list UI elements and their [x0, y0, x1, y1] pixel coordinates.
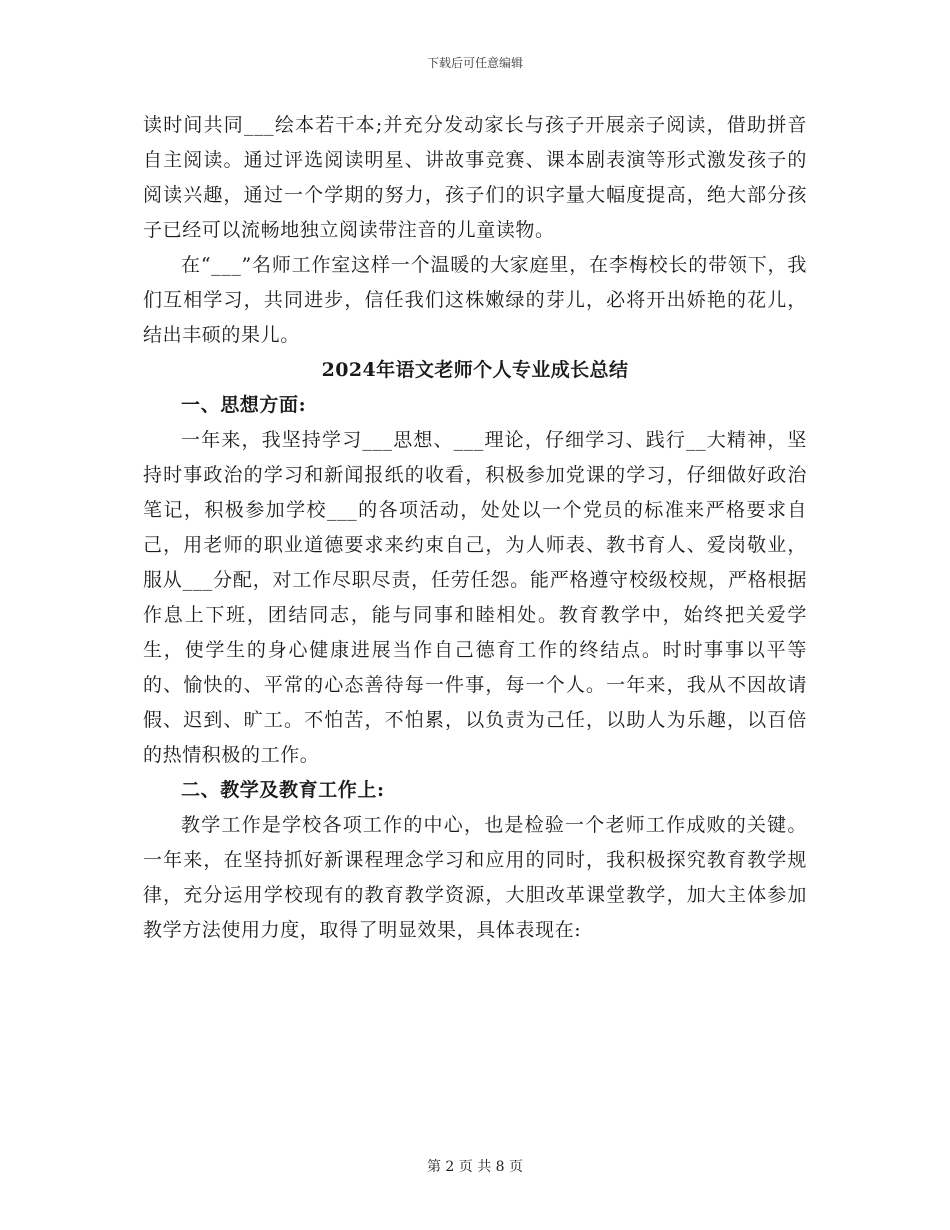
paragraph-continued: 读时间共同___绘本若干本;并充分发动家长与孩子开展亲子阅读，借助拼音自主阅读。通过评选阅读明星、讲故事竞赛、课本剧表演等形式激发孩子的阅读兴趣，通过一个学期的努力，孩子们的识字量大幅度提高，绝大部分孩子已经可以流畅地独立阅读带注音的儿童读物。 [143, 114, 807, 241]
page-number: 第 2 页 共 8 页 [426, 1159, 524, 1175]
section-heading-thought: 一、思想方面: [181, 394, 307, 416]
article-title: 2024年语文老师个人专业成长总结 [321, 359, 629, 381]
section-body-teaching: 教学工作是学校各项工作的中心，也是检验一个老师工作成败的关键。一年来，在坚持抓好新课程理念学习和应用的同时，我积极探究教育教学规律，充分运用学校现有的教育教学资源，大胆改革课堂教学，加大主体参加教学方法使用力度，取得了明显效果，具体表现在: [143, 814, 807, 941]
section-body-thought: 一年来，我坚持学习___思想、___理论，仔细学习、践行__大精神，坚持时事政治的学习和新闻报纸的收看，积极参加党课的学习，仔细做好政治笔记，积极参加学校___的各项活动，处处以一个党员的标准来严格要求自己，用老师的职业道德要求来约束自己，为人师表、教书育人、爱岗敬业，服从___分配，对工作尽职尽责，任劳任怨。能严格遵守校级校规，严格根据作息上下班，团结同志，能与同事和睦相处。教育教学中，始终把关爱学生，使学生的身心健康进展当作自己德育工作的终结点。时时事事以平等的、愉快的、平常的心态善待每一件事，每一个人。一年来，我从不因故请假、迟到、旷工。不怕苦，不怕累，以负责为己任，以助人为乐趣，以百倍的热情积极的工作。 [143, 429, 807, 766]
page-header-note: 下载后可任意编辑 [426, 56, 523, 70]
document-body [143, 108, 807, 948]
section-heading-teaching: 二、教学及教育工作上: [181, 779, 385, 801]
paragraph-studio: 在“___”名师工作室这样一个温暖的大家庭里，在李梅校长的带领下，我们互相学习，共同进步，信任我们这株嫩绿的芽儿，必将开出娇艳的花儿，结出丰硕的果儿。 [143, 254, 807, 346]
